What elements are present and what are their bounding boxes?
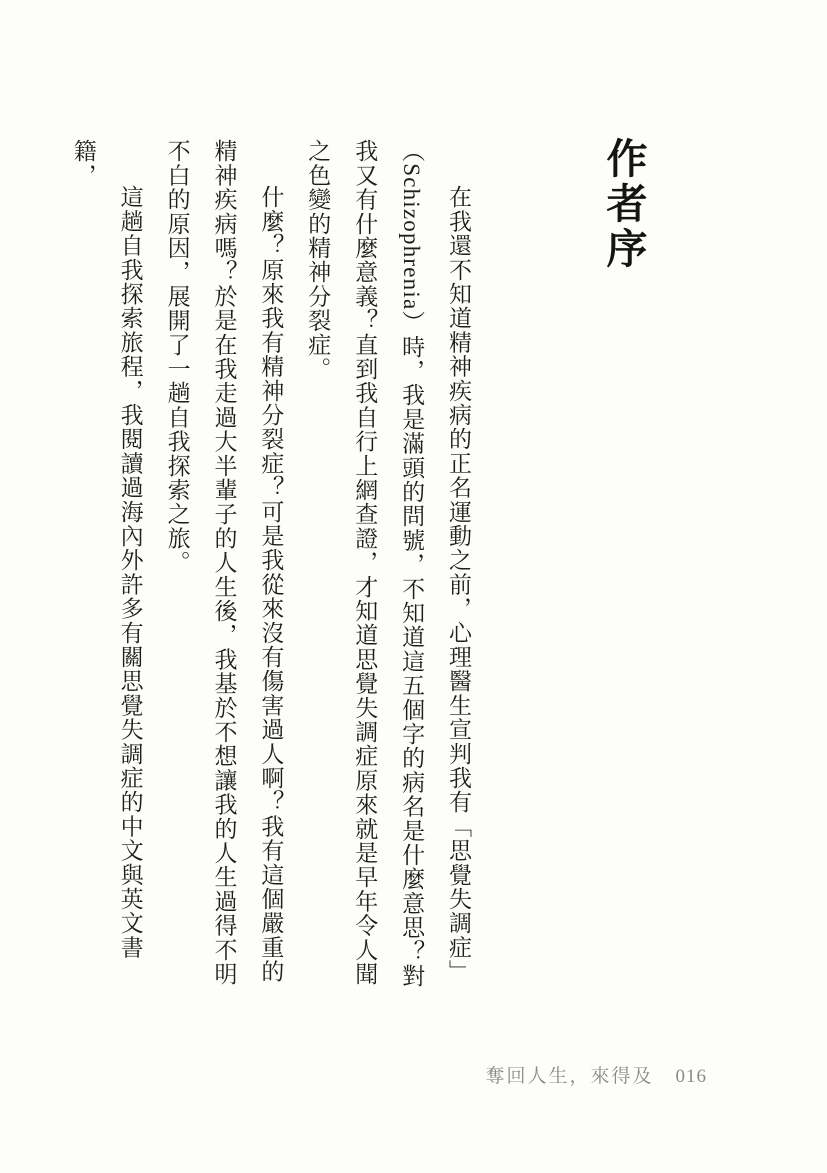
body-text-block [59,139,481,997]
footer-page-number: 016 [675,1066,707,1087]
chapter-title: 作者序 [600,137,647,272]
footer-book-title: 奪回人生，來得及 [485,1066,654,1087]
paragraph: 這趟自我探索旅程，我閱讀過海內外許多有關思覺失調症的中文與英文書籍， [70,139,143,960]
paragraph: 在我還不知道精神疾病的正名運動之前，心理醫生宣判我有「思覺失調症」（Schizophrenia）時，我是滿頭的問號，不知道這五個字的病名是什麼意思？對我又有什麼意義？直到我自行上網查證，才知道思覺失調症原來就是早年令人聞之色變的精神分裂症。 [305,139,471,988]
running-footer [485,1061,707,1088]
paragraph: 什麼？原來我有精神分裂症？可是我從來沒有傷害過人啊？我有這個嚴重的精神疾病嗎？於是在我走過大半輩子的人生後，我基於不想讓我的人生過得不明不白的原因，展開了一趟自我探索之旅。 [164,139,284,986]
